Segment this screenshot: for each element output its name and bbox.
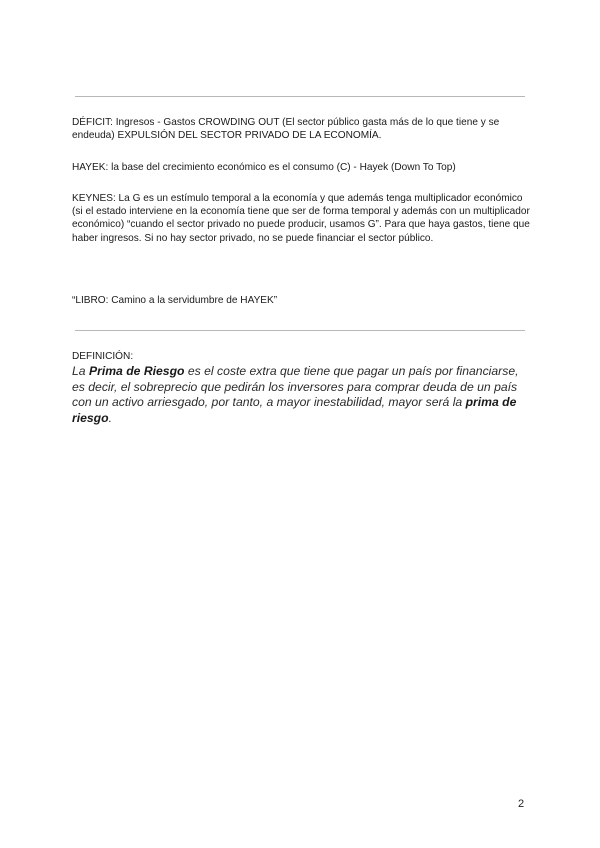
definition-label: DEFINICIÓN: <box>72 351 134 362</box>
keynes-paragraph: KEYNES: La G es un estímulo temporal a la economía y que además tenga multiplicador económico (si el estado interviene en la economía tiene que ser de forma temporal y además con un multiplicador económico) “cuando el sector privado no puede producir, usamos G”. Para que haya gastos, tiene que haber ingresos. Si no hay sector privado, no se puede financiar el sector público. <box>72 193 530 244</box>
book-quote: “LIBRO: Camino a la servidumbre de HAYEK” <box>72 295 278 306</box>
definition-text-1: La <box>72 364 89 378</box>
page-number: 2 <box>518 798 525 810</box>
definition-text-3: . <box>108 410 112 425</box>
deficit-paragraph: DÉFICIT: Ingresos - Gastos CROWDING OUT (El sector público gasta más de lo que tiene y se endeuda) EXPULSIÓN DEL SECTOR PRIVADO DE LA ECONOMÍA. <box>72 117 500 142</box>
definition-term-1: Prima de Riesgo <box>88 364 185 378</box>
middle-divider <box>75 330 525 331</box>
definition-text-2: es el coste extra que tiene que pagar un país por financiarse, es decir, el sobreprecio que pedirán los inversores para comprar deuda de un país con un activo arriesgado, por tanto, a mayor inestabilidad, mayor será la <box>72 364 519 410</box>
definition-body <box>72 364 532 426</box>
definition-term-2: prima de riesgo <box>72 395 517 425</box>
hayek-paragraph: HAYEK: la base del crecimiento económico es el consumo (C) - Hayek (Down To Top) <box>72 162 456 173</box>
top-divider <box>75 96 525 97</box>
